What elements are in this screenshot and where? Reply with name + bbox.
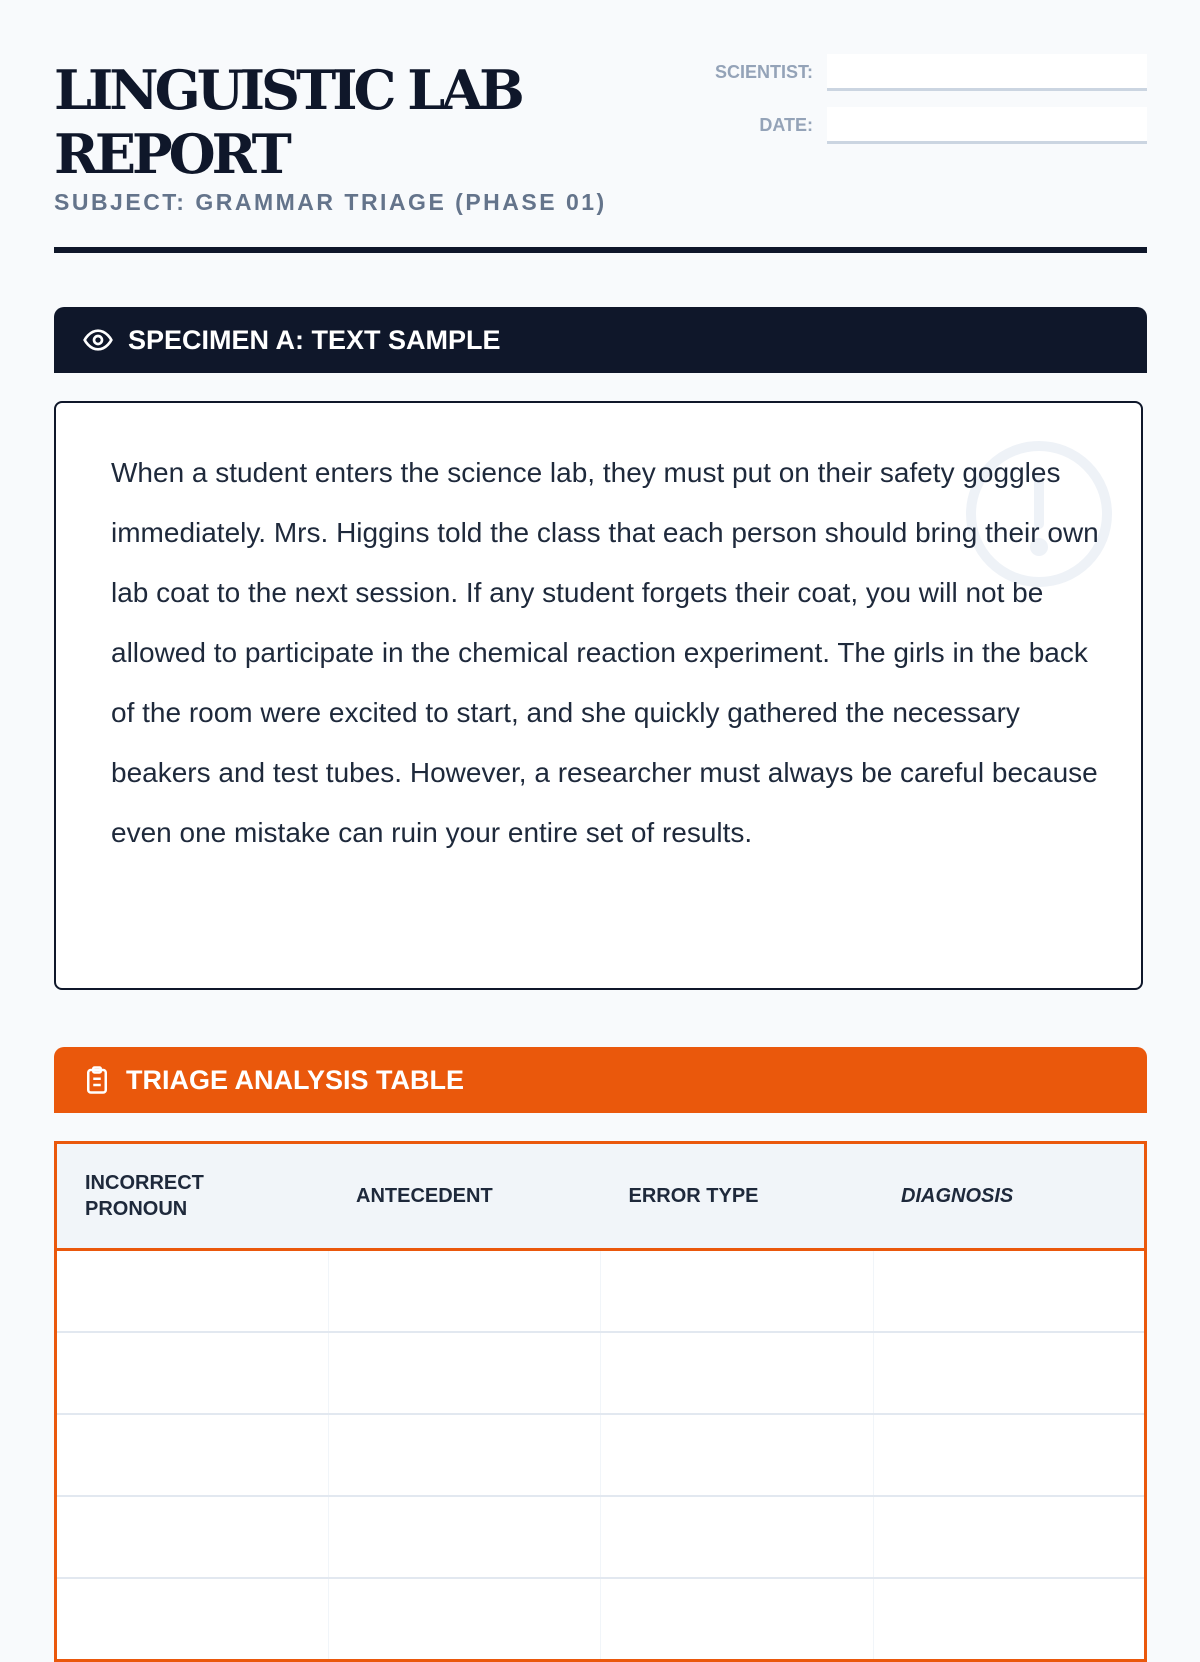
table-row xyxy=(56,1578,1146,1661)
table-row xyxy=(56,1414,1146,1496)
table-cell[interactable] xyxy=(873,1250,1146,1333)
table-row xyxy=(56,1332,1146,1414)
column-header-error-type: ERROR TYPE xyxy=(601,1143,874,1250)
table-cell[interactable] xyxy=(56,1250,329,1333)
table-cell[interactable] xyxy=(873,1414,1146,1496)
triage-header xyxy=(54,1047,1147,1113)
specimen-text-box xyxy=(54,401,1143,990)
table-cell[interactable] xyxy=(56,1496,329,1578)
header-divider xyxy=(54,247,1147,253)
table-row xyxy=(56,1496,1146,1578)
table-cell[interactable] xyxy=(601,1578,874,1661)
table-cell[interactable] xyxy=(56,1332,329,1414)
table-cell[interactable] xyxy=(328,1578,601,1661)
specimen-text: When a student enters the science lab, they must put on their safety goggles immediately. Mrs. Higgins told the class that each person should bring their own lab coat to the next session. If any student forgets their coat, you will not be allowed to participate in the chemical reaction experiment. The girls in the back of the room were excited to start, and she quickly gathered the necessary beakers and test tubes. However, a researcher must always be careful because even one mistake can ruin your entire set of results. xyxy=(111,457,1099,848)
date-field xyxy=(715,107,1147,144)
table-cell[interactable] xyxy=(601,1414,874,1496)
scientist-field xyxy=(715,54,1147,91)
scientist-label: SCIENTIST: xyxy=(714,62,813,82)
subject-line: SUBJECT: GRAMMAR TRIAGE (PHASE 01) xyxy=(54,189,607,215)
table-cell[interactable] xyxy=(873,1496,1146,1578)
table-cell[interactable] xyxy=(601,1250,874,1333)
table-row xyxy=(56,1250,1146,1333)
date-input[interactable] xyxy=(827,107,1147,144)
triage-title: TRIAGE ANALYSIS TABLE xyxy=(126,1064,465,1095)
specimen-header xyxy=(54,307,1147,373)
column-header-incorrect-pronoun: INCORRECT PRONOUN xyxy=(56,1143,329,1250)
table-cell[interactable] xyxy=(601,1496,874,1578)
table-cell[interactable] xyxy=(328,1414,601,1496)
clipboard-icon xyxy=(82,1064,112,1096)
table-cell[interactable] xyxy=(873,1578,1146,1661)
header-fields xyxy=(715,54,1147,160)
eye-icon xyxy=(82,324,114,356)
table-cell[interactable] xyxy=(56,1414,329,1496)
table-cell[interactable] xyxy=(328,1496,601,1578)
table-cell[interactable] xyxy=(328,1250,601,1333)
table-cell[interactable] xyxy=(601,1332,874,1414)
column-header-diagnosis: DIAGNOSIS xyxy=(873,1143,1146,1250)
specimen-title: SPECIMEN A: TEXT SAMPLE xyxy=(128,324,501,355)
scientist-input[interactable] xyxy=(827,54,1147,91)
table-cell[interactable] xyxy=(328,1332,601,1414)
page-title: LINGUISTIC LAB REPORT xyxy=(54,58,521,186)
triage-table xyxy=(54,1141,1147,1662)
column-header-antecedent: ANTECEDENT xyxy=(328,1143,601,1250)
date-label: DATE: xyxy=(759,115,813,135)
table-cell[interactable] xyxy=(56,1578,329,1661)
table-cell[interactable] xyxy=(873,1332,1146,1414)
